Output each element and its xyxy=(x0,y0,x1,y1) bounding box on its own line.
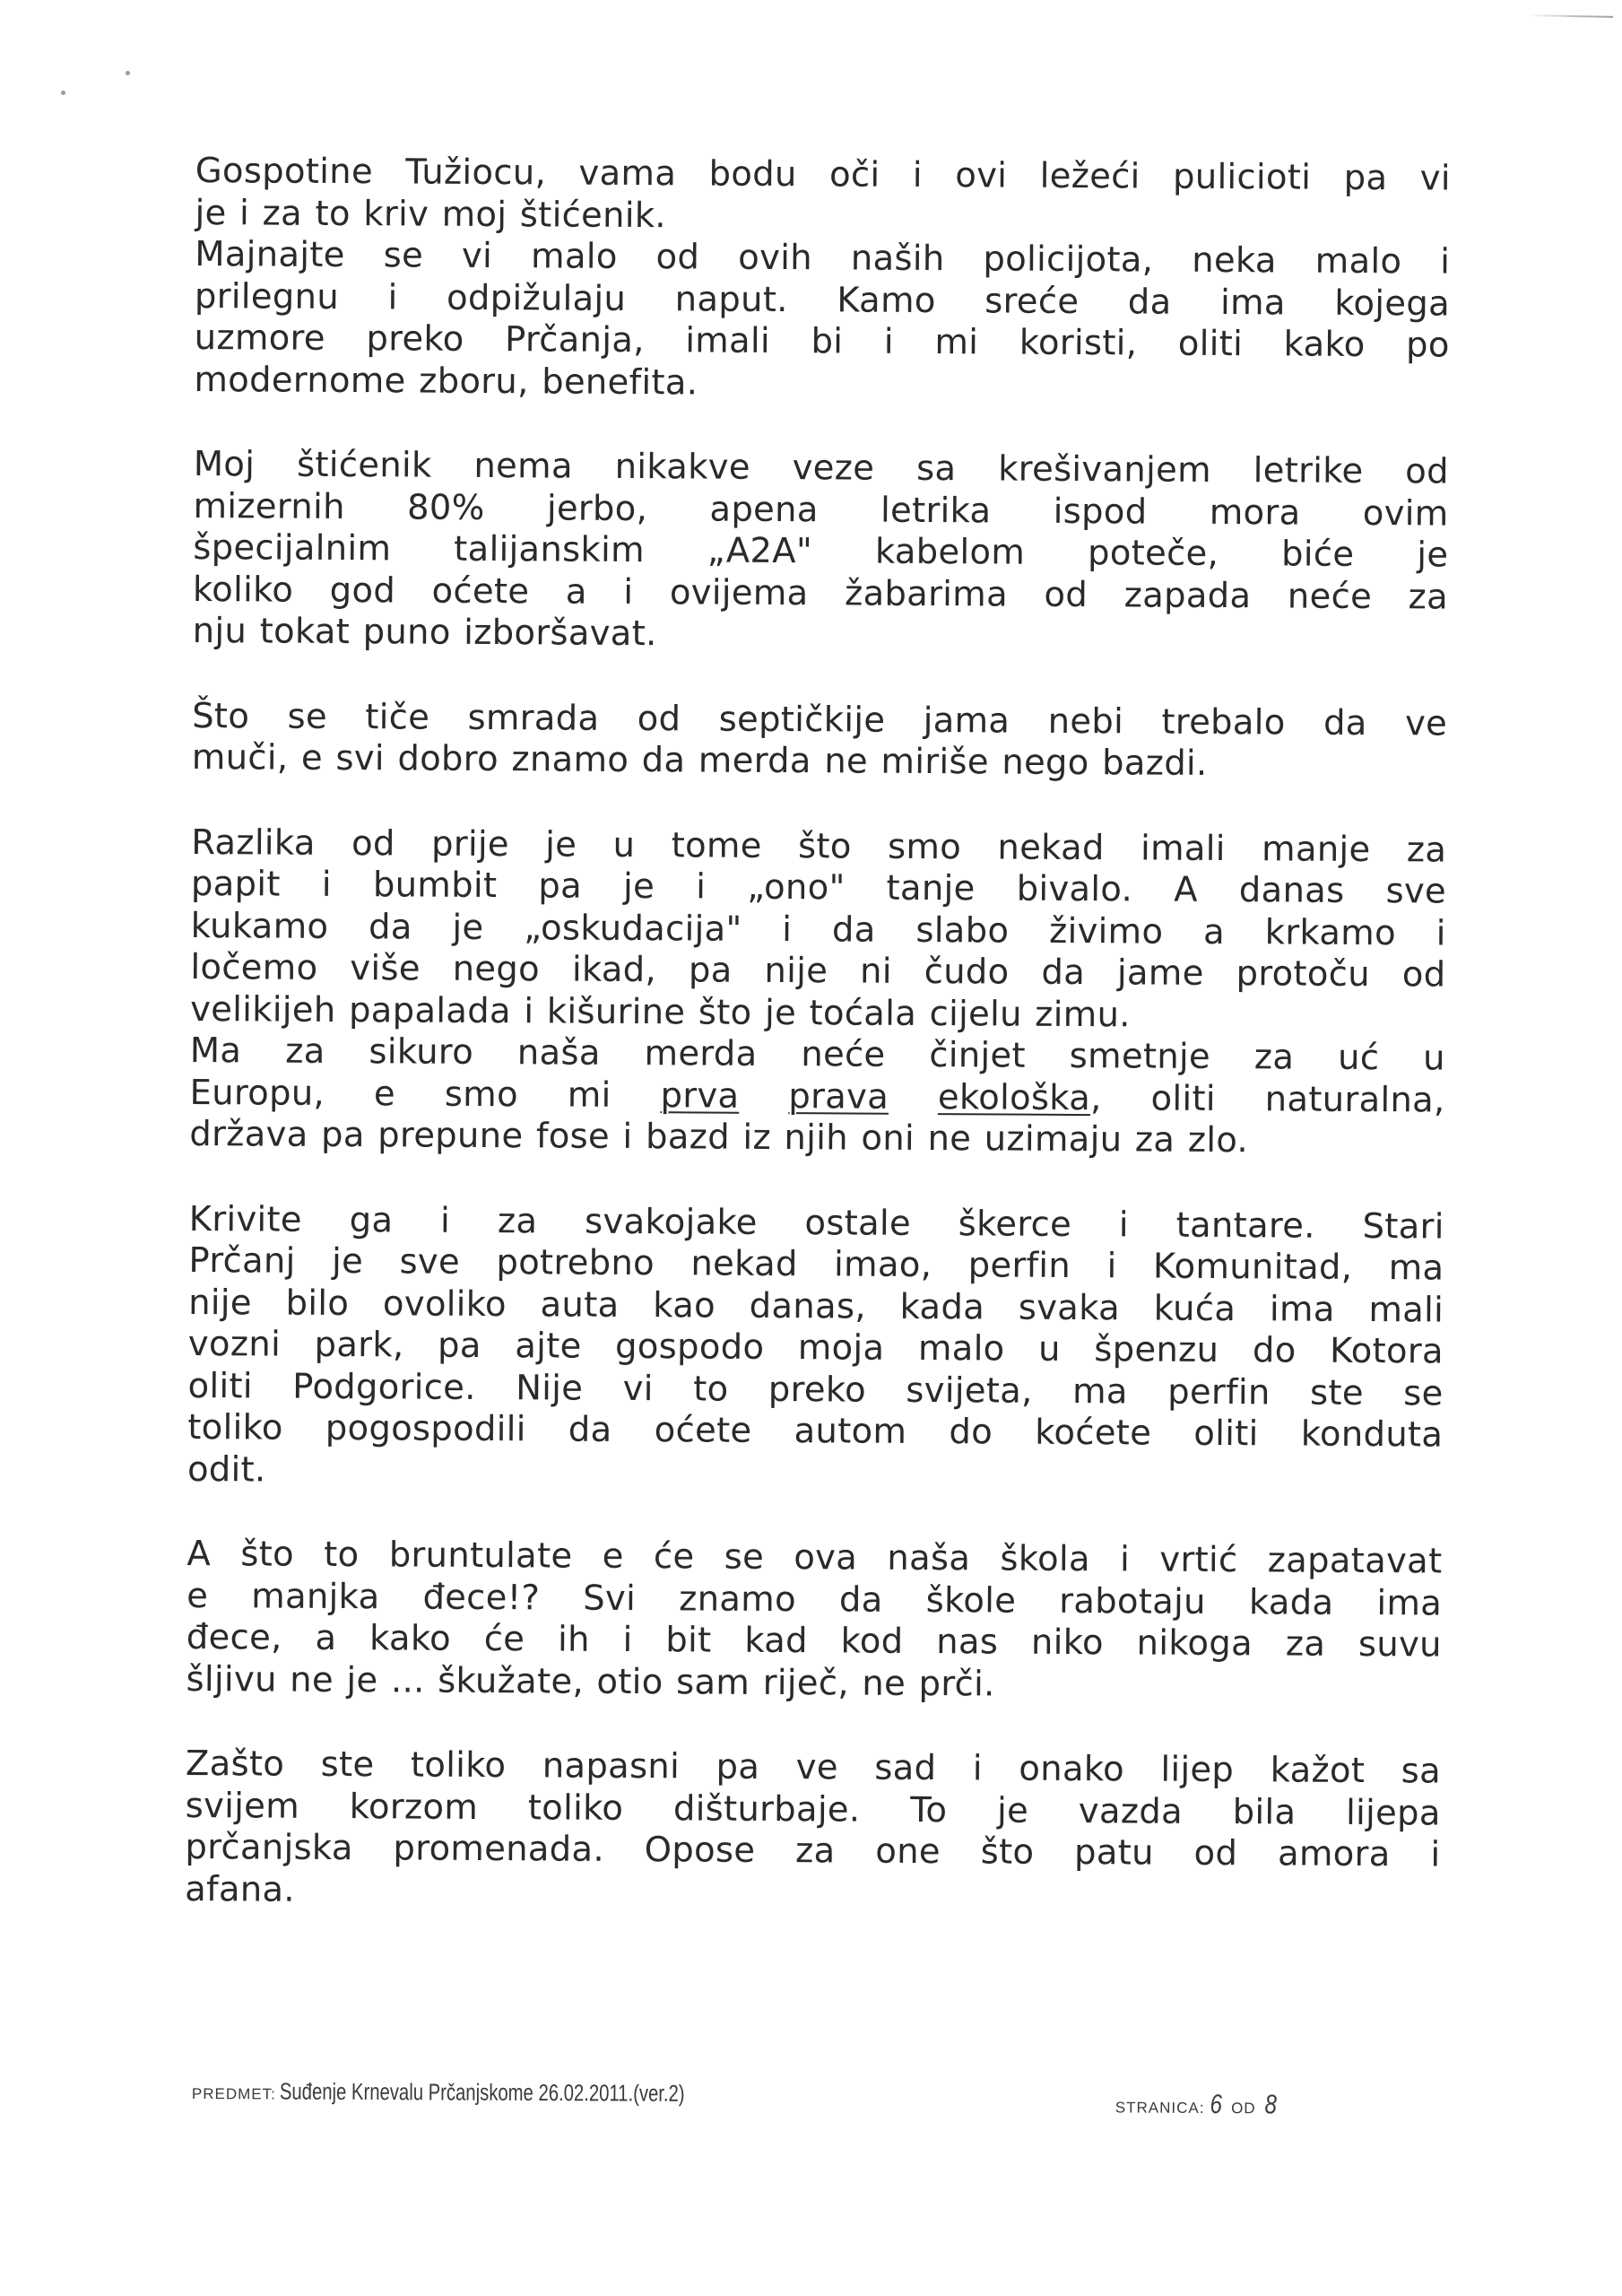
text-line: odit. xyxy=(186,1448,266,1491)
text-line: modernome zboru, benefita. xyxy=(194,359,698,403)
text-line: afana. xyxy=(185,1868,296,1910)
text-line: velikijeh papalada i kišurine što je toćala cijelu zimu. xyxy=(190,988,1131,1035)
subject-label: PREDMET: xyxy=(191,2084,276,2103)
page-total: 8 xyxy=(1264,2090,1278,2120)
page-number-block xyxy=(1115,2089,1279,2120)
text-line: špecijalnim talijanskim „A2A" kabelom poteče, biće je xyxy=(193,526,1449,576)
text-line: ločemo više nego ikad, pa nije ni čudo da jame protoču od xyxy=(190,946,1446,996)
text-line: uzmore preko Prčanja, imali bi i mi koristi, oliti kako po xyxy=(194,317,1450,366)
paragraph xyxy=(194,234,1450,409)
text-line: muči, e svi dobro znamo da merda ne miriše nego bazdi. xyxy=(191,736,1208,784)
text-line: je i za to kriv moj štićenik. xyxy=(195,192,667,236)
text-line: toliko pogospodili da oćete autom do koćete oliti konduta xyxy=(187,1406,1444,1456)
text-line: koliko god oćete a i ovijema žabarima od zapada neće za xyxy=(192,569,1449,618)
scan-speck xyxy=(126,71,130,75)
text-line: Majnajte se vi malo od ovih naših policijota, neka malo i xyxy=(195,233,1451,283)
text-line: Razlika od prije je u tome što smo nekad imali manje za xyxy=(191,822,1447,871)
scan-edge-mark xyxy=(1528,14,1613,18)
text-line: nije bilo ovoliko auta kao danas, kada svaka kuća ima mali xyxy=(188,1282,1444,1331)
paragraph xyxy=(193,444,1449,660)
text-line: Gospotine Tužiocu, vama bodu oči i ovi ležeći pulicioti pa vi xyxy=(195,151,1451,199)
page-current: 6 xyxy=(1210,2089,1223,2120)
text-line: svijem korzom toliko dišturbaje. To je vazda bila lijepa xyxy=(185,1785,1441,1834)
underlined-word: ekološka xyxy=(937,1076,1091,1118)
text-line: oliti Podgorice. Nije vi to preko svijeta, ma perfin ste se xyxy=(187,1365,1444,1414)
text-line: e manjka đece!? Svi znamo da škole rabotaju kada ima xyxy=(186,1575,1443,1624)
text-line: šljivu ne je ... škužate, otio sam riječ, ne prči. xyxy=(186,1658,995,1704)
text-line: prilegnu i odpižulaju naput. Kamo sreće da ima kojega xyxy=(194,275,1451,325)
text-line: Krivite ga i za svakojake ostale škerce i tantare. Stari xyxy=(188,1198,1444,1248)
paragraph xyxy=(192,695,1448,787)
page-of-label: OD xyxy=(1231,2100,1256,2118)
text-line: Što se tiče smrada od septičkije jama nebi trebalo da ve xyxy=(192,695,1448,744)
text-line: država pa prepune fose i bazd iz njih oni ne uzimaju za zlo. xyxy=(189,1113,1249,1161)
page-label: STRANICA: xyxy=(1115,2099,1205,2117)
text-line: Zašto ste toliko napasni pa ve sad i onako lijep kažot sa xyxy=(185,1743,1442,1792)
paragraph xyxy=(187,1198,1444,1498)
paragraph xyxy=(189,1031,1445,1163)
scan-speck xyxy=(61,91,65,95)
text-line: mizernih 80% jerbo, apena letrika ispod mora ovim xyxy=(193,485,1449,535)
text-line: Ma za sikuro naša merda neće činjet smetnje za uć u xyxy=(189,1030,1445,1079)
text-line: Moj štićenik nema nikakve veze sa krešivanjem letrike od xyxy=(193,443,1449,492)
text-line: papit i bumbit pa je i „ono" tanje bivalo. A danas sve xyxy=(190,863,1447,912)
text-line: A što to bruntulate e će se ova naša škola i vrtić zapatavat xyxy=(186,1533,1443,1582)
text-line: nju tokat puno izboršavat. xyxy=(192,610,657,655)
text-line: vozni park, pa ajte gospodo moja malo u špenzu do Kotora xyxy=(187,1323,1444,1372)
subject-text: Suđenje Krnevalu Prčanjskome 26.02.2011.(ver.2) xyxy=(280,2077,686,2107)
paragraph xyxy=(190,822,1446,1038)
page-footer xyxy=(192,2077,1447,2119)
underlined-word: prava xyxy=(788,1075,889,1118)
footer-subject-block xyxy=(192,2077,800,2109)
text-segment: , oliti naturalna, xyxy=(1089,1077,1445,1121)
document-body xyxy=(185,151,1451,1961)
paragraph xyxy=(186,1534,1442,1709)
text-line: đece, a kako će ih i bit kad kod nas niko nikoga za suvu xyxy=(186,1616,1442,1665)
paragraph xyxy=(195,151,1451,242)
text-line: kukamo da je „oskudacija" i da slabo živimo a krkamo i xyxy=(190,905,1446,954)
underlined-word: prva xyxy=(660,1074,740,1117)
text-line: Prčanj je sve potrebno nekad imao, perfin i Komunitad, ma xyxy=(188,1239,1444,1289)
text-segment: Europu, e smo mi xyxy=(189,1072,661,1116)
paragraph xyxy=(185,1744,1441,1918)
text-line: prčanjska promenada. Opose za one što patu od amora i xyxy=(185,1826,1441,1875)
